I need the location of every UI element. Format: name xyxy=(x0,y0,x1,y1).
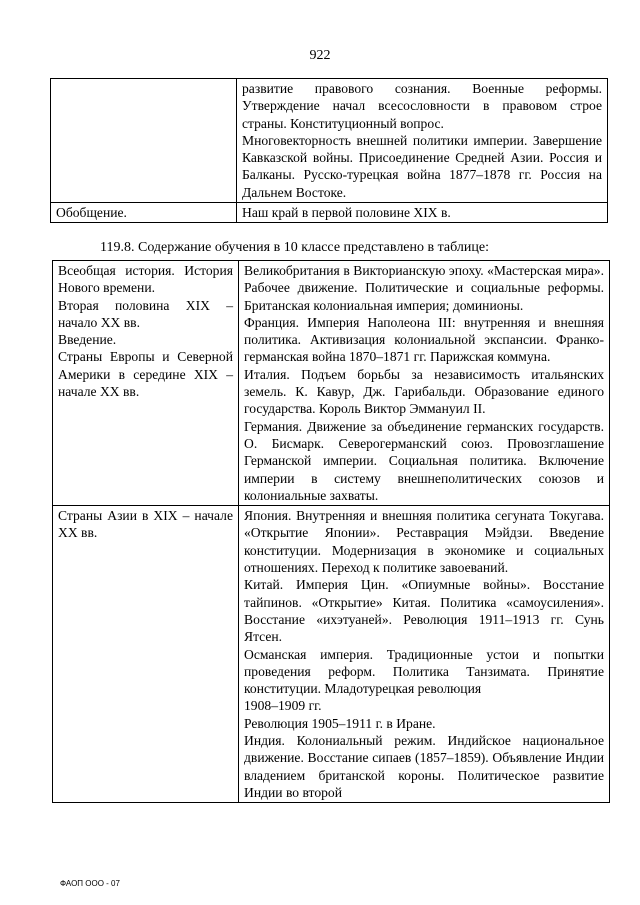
content-paragraph: Многовекторность внешней политики империи. Завершение Кавказской войны. Присоединение Средней Азии. Россия и Балканы. Русско-турецкая война 1877–1878 гг. Россия на Дальнем Востоке. xyxy=(242,132,602,200)
topic-text: Введение. xyxy=(58,332,117,348)
content-paragraph: Революция 1905–1911 г. в Иране. xyxy=(244,715,436,731)
topic-text: Обобщение. xyxy=(56,205,127,221)
content-paragraph: Япония. Внутренняя и внешняя политика сегуната Токугава. «Открытие Японии». Реставрация Мэйдзи. Введение конституции. Модернизация в экономике и социальных отношениях. Переход к политике завоеваний. xyxy=(244,508,604,576)
table-cell-content xyxy=(239,506,610,803)
table-cell-topic xyxy=(53,261,239,506)
topic-text: Вторая половина XIX – начало XX вв. xyxy=(58,297,233,330)
content-paragraph: Франция. Империя Наполеона III: внутренняя и внешняя политика. Активизация колониальной экспансии. Франко-германская война 1870–1871 гг. Парижская коммуна. xyxy=(244,314,604,365)
content-paragraph: Китай. Империя Цин. «Опиумные войны». Восстание тайпинов. «Открытие» Китая. Политика «самоусиления». Восстание «ихэтуаней». Революция 1911–1913 гг. Сунь Ятсен. xyxy=(244,577,604,645)
table-cell-content xyxy=(239,261,610,506)
content-paragraph: Наш край в первой половине XIX в. xyxy=(242,205,451,221)
section-paragraph: 119.8. Содержание обучения в 10 классе представлено в таблице: xyxy=(100,240,489,255)
content-paragraph: 1908–1909 гг. xyxy=(244,698,322,714)
content-paragraph: Индия. Колониальный режим. Индийское национальное движение. Восстание сипаев (1857–1859). Объявление Индии владением британской короны. Политическое развитие Индии во второй xyxy=(244,733,604,800)
table-cell-content xyxy=(237,203,608,223)
content-paragraph: Великобритания в Викторианскую эпоху. «Мастерская мира». Рабочее движение. Политические и социальные реформы. Британская колониальная империя; доминионы. xyxy=(244,263,604,313)
table-row xyxy=(53,506,610,803)
content-paragraph: развитие правового сознания. Военные реформы. Утверждение начал всесословности в правовом строе страны. Конституционный вопрос. xyxy=(242,81,602,131)
table-cell-topic xyxy=(51,79,237,203)
table-cell-content xyxy=(237,79,608,203)
content-table-top xyxy=(50,78,608,223)
content-paragraph: Османская империя. Традиционные устои и попытки проведения реформ. Политика Танзимата. Принятие конституции. Младотурецкая революция xyxy=(244,646,604,697)
content-paragraph: Италия. Подъем борьбы за независимость итальянских земель. К. Кавур, Дж. Гарибальди. Образование единого государства. Король Виктор Эммануил II. xyxy=(244,366,604,417)
footer-label: ФАОП ООО - 07 xyxy=(60,879,120,888)
content-table-grade10 xyxy=(52,260,610,803)
table-row xyxy=(51,79,608,203)
content-paragraph: Германия. Движение за объединение германских государств. О. Бисмарк. Северогерманский союз. Провозглашение Германской империи. Социальная политика. Включение империи в систему внешнеполитических союзов и колониальные захваты. xyxy=(244,418,604,503)
table-row xyxy=(51,203,608,223)
table-row xyxy=(53,261,610,506)
table-cell-topic xyxy=(53,506,239,803)
topic-text: Всеобщая история. История Нового времени. xyxy=(58,263,233,296)
topic-text: Страны Европы и Северной Америки в середине XIX – начале XX вв. xyxy=(58,349,233,400)
table-cell-topic xyxy=(51,203,237,223)
topic-text: Страны Азии в XIX – начале XX вв. xyxy=(58,508,233,541)
page-number: 922 xyxy=(309,48,331,63)
